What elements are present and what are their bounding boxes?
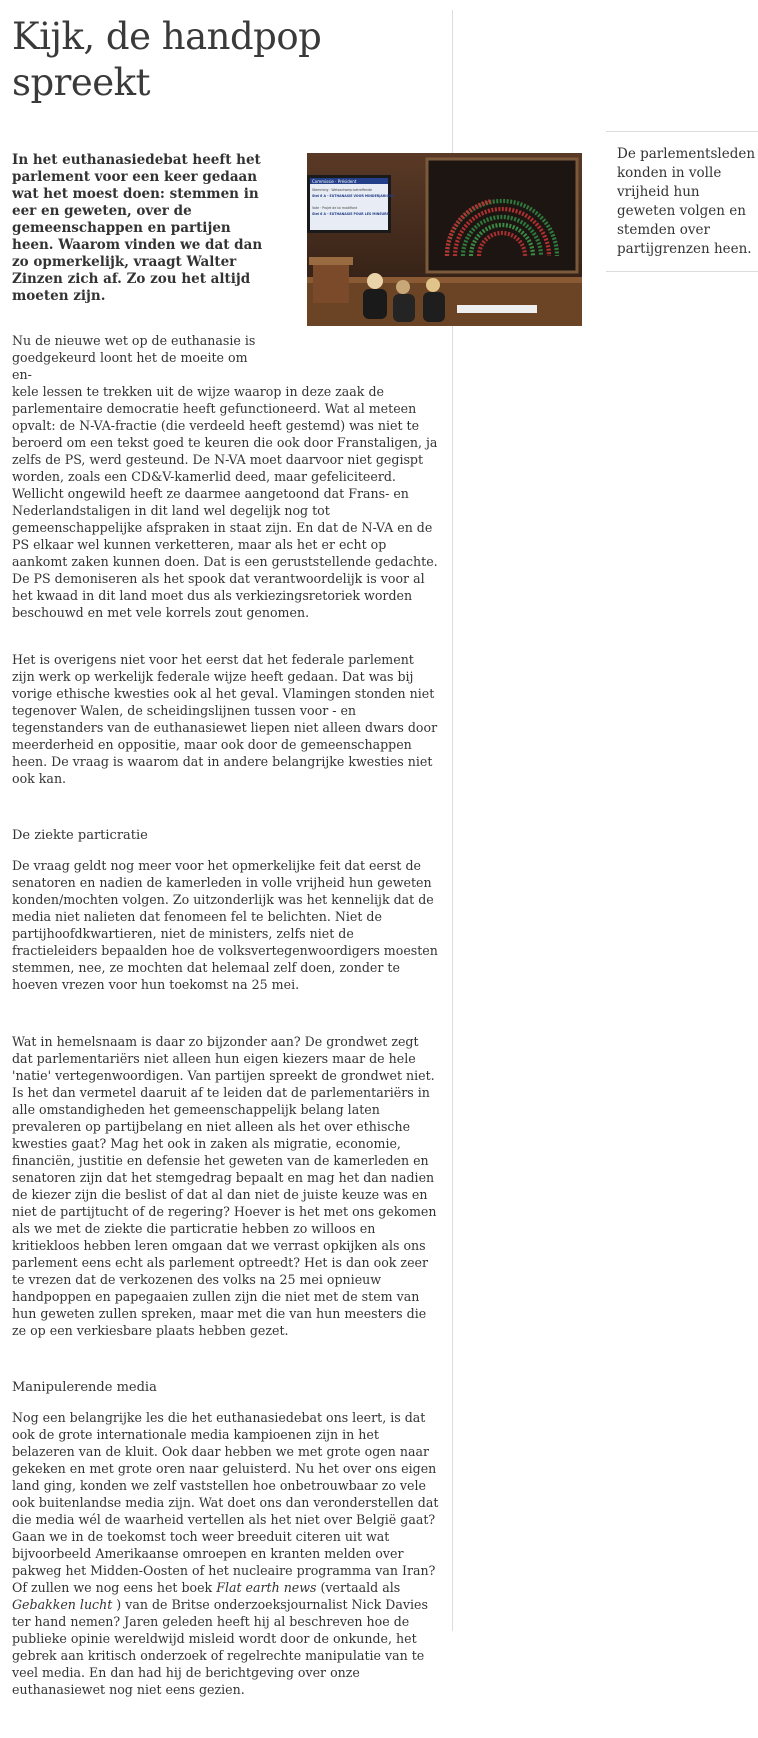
- book-title-dutch: Gebakken lucht: [12, 1597, 113, 1612]
- article-title: Kijk, de handpop spreekt: [12, 15, 322, 104]
- screen-line-3: Vote · Projet de loi modifiant: [312, 206, 358, 210]
- article-body: [12, 332, 440, 1738]
- paragraph-1: [12, 332, 440, 621]
- paragraph-5-part-a: Nog een belangrijke les die het euthanasiedebat ons leert, is dat ook de grote internationale media kampioenen zijn in het belazeren van de kluit. Ook daar hebben we met grote ogen naar gekeken en met grote oren naar geluisterd. Nu het over ons eigen land ging, konden we zelf vaststellen hoe onbetrouwbaar zo vele ook buitenlandse media zijn. Wat doet ons dan veronderstellen dat die media wél de waarheid vertellen als het niet over België gaat? Gaan we in de toekomst toch weer breeduit citeren uit wat bijvoorbeeld Amerikaanse omroepen en kranten melden over pakweg het Midden-Oosten of het nucleaire programma van Iran? Of zullen we nog eens het boek: [12, 1410, 439, 1595]
- book-title: Flat earth news: [216, 1580, 317, 1595]
- screen-header: Commissie · Président: [312, 179, 357, 184]
- article-lead: In het euthanasiedebat heeft het parlement voor een keer gedaan wat het moest doen: stemmen in eer en geweten, over de gemeenschappen en partijen heen. Waarom vinden we dat dan zo opmerkelijk, vraagt Walter Zinzen zich af. Zo zou het altijd moeten zijn.: [12, 152, 263, 304]
- screen-line-1: Stemming · Wetsontwerp betreffende: [312, 188, 372, 192]
- sidenote-quote: De parlementsleden konden in volle vrijheid hun geweten volgen en stemden over partijgrenzen heen.: [606, 131, 758, 272]
- paragraph-1-start: Nu de nieuwe wet op de euthanasie is goedgekeurd loont het de moeite om en-: [12, 333, 256, 382]
- article-photo: [307, 153, 582, 326]
- paragraph-5-part-c: ) van de Britse onderzoeksjournalist Nick Davies ter hand nemen? Jaren geleden heeft hij al beschreven hoe de publieke opinie wereldwijd misleid wordt door de onkunde, het gebrek aan kritisch onderzoek of regelrechte manipulatie van te veel media. En dan had hij de berichtgeving over onze euthanasiewet nog niet eens gezien.: [12, 1597, 428, 1697]
- screen-line-2: Stel 6 A - EUTHANASIE VOOR MINDERJARIGEN: [312, 194, 394, 198]
- paragraph-2: Het is overigens niet voor het eerst dat het federale parlement zijn werk op werkelijk federale wijze heeft gedaan. Dat was bij vorige ethische kwesties ook al het geval. Vlamingen stonden niet tegenover Walen, de scheidingslijnen tussen voor - en tegenstanders van de euthanasiewet liepen niet alleen dwars door meerderheid en oppositie, maar ook door de gemeenschappen heen. De vraag is waarom dat in andere belangrijke kwesties niet ook kan.: [12, 652, 438, 786]
- subheading-particratie: De ziekte particratie: [12, 828, 148, 843]
- paragraph-3: De vraag geldt nog meer voor het opmerkelijke feit dat eerst de senatoren en nadien de kamerleden in volle vrijheid hun geweten konden/mochten volgen. Zo uitzonderlijk was het kennelijk dat de media niet nalieten dat fenomeen fel te belichten. Niet de partijhoofdkwartieren, niet de ministers, zelfs niet de fractieleiders bepaalden hoe de volksvertegenwoordigers moesten stemmen, nee, ze mochten dat helemaal zelf doen, zonder te hoeven vrezen voor hun toekomst na 25 mei.: [12, 858, 438, 992]
- paragraph-1-rest: kele lessen te trekken uit de wijze waarop in deze zaak de parlementaire democratie heeft gefunctioneerd. Wat al meteen opvalt: de N-VA-fractie (die verdeeld heeft gestemd) was niet te beroerd om een tekst goed te keuren die ook door Franstaligen, ja zelfs de PS, werd gesteund. De N-VA moet daarvoor niet gegispt worden, zoals een CD&V-kamerlid deed, maar gefeliciteerd. Wellicht ongewild heeft ze daarmee aangetoond dat Frans- en Nederlandstaligen in dit land wel degelijk nog tot gemeenschappelijke afspraken in staat zijn. En dat de N-VA en de PS elkaar wel kunnen verketteren, maar als het er echt op aankomt zaken kunnen doen. Dat is een geruststellende gedachte. De PS demoniseren als het spook dat verantwoordelijk is voor al het kwaad in dit land moet dus als verkiezingsretoriek worden beschouwd en met vele korrels zout genomen.: [12, 384, 438, 620]
- screen-line-4: Stel 6 A - EUTHANASIE POUR LES MINEURS: [312, 212, 389, 216]
- paragraph-5: [12, 1409, 440, 1698]
- paragraph-5-part-b: (vertaald als: [316, 1580, 401, 1595]
- paragraph-4: Wat in hemelsnaam is daar zo bijzonder aan? De grondwet zegt dat parlementariërs niet alleen hun eigen kiezers maar de hele 'natie' vertegenwoordigen. Van partijen spreekt de grondwet niet. Is het dan vermetel daaruit af te leiden dat de parlementariërs in alle omstandigheden het gemeenschappelijk belang laten prevaleren op partijbelang en niet alleen als het over ethische kwesties gaat? Mag het ook in zaken als migratie, economie, financiën, justitie en defensie het geweten van de kamerleden en senatoren zijn dat het stemgedrag bepaalt en mag het dan nadien de kiezer zijn die beslist of dat al dan niet de juiste keuze was en niet de partijtucht of de regering? Hoever is het met ons gekomen als we met de ziekte die particratie hebben zo willoos en kritiekloos hebben leren omgaan dat we verrast opkijken als ons parlement eens echt als parlement optreedt? Het is dan ook zeer te vrezen dat de verkozenen des volks na 25 mei opnieuw handpoppen en papegaaien zullen zijn die niet met de stem van hun geweten zullen spreken, maar met die van hun meesters die ze op een verkiesbare plaats hebben gezet.: [12, 1034, 437, 1338]
- subheading-media: Manipulerende media: [12, 1380, 157, 1395]
